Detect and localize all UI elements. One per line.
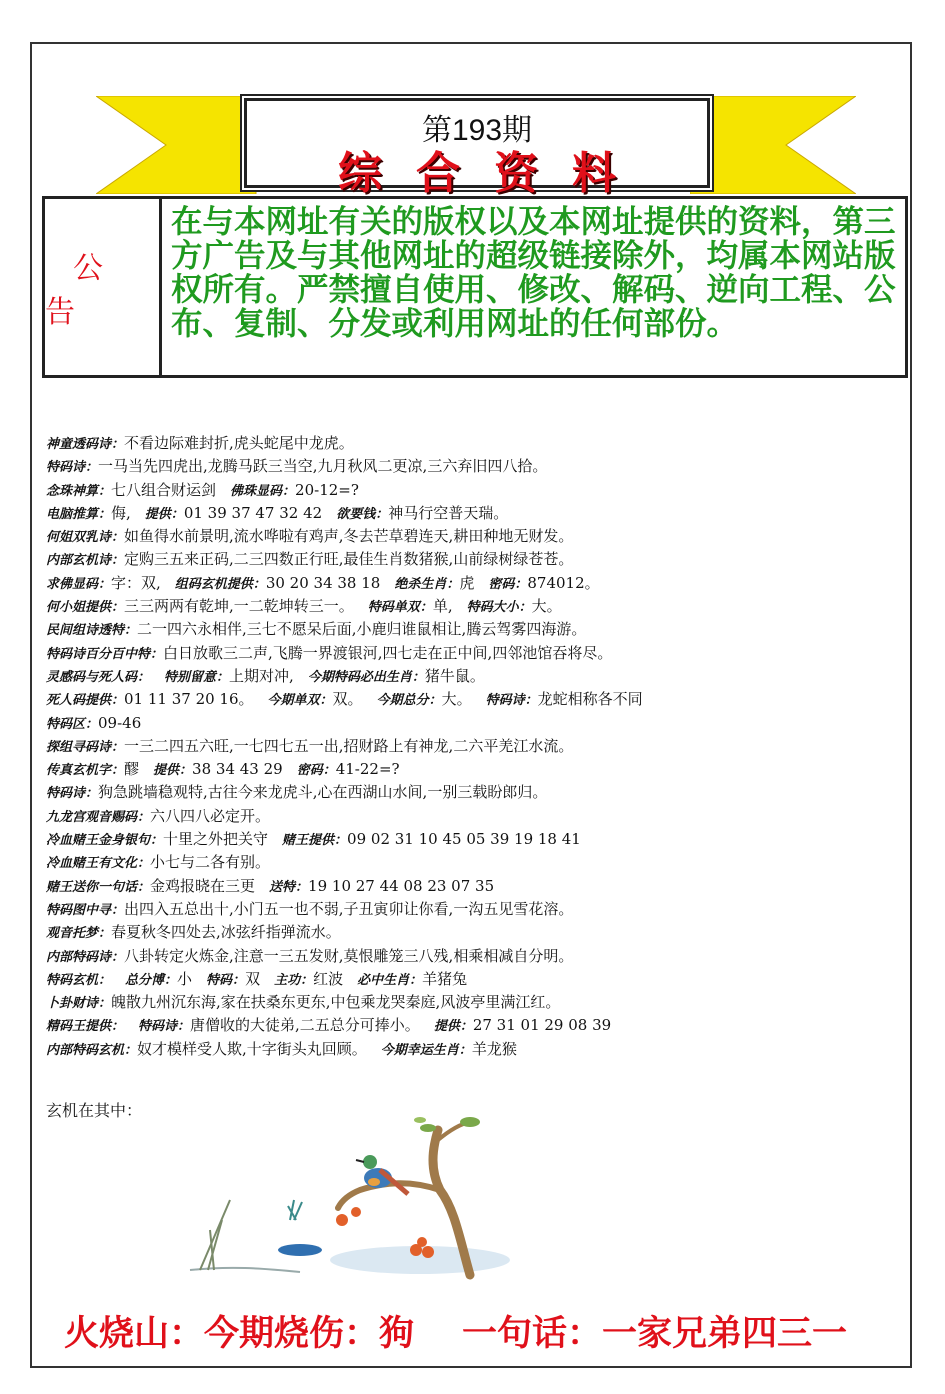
- tip-line: [46, 642, 906, 665]
- tip-key: 观音托梦：: [46, 926, 112, 942]
- tip-key: 探组寻码诗：: [46, 739, 125, 755]
- tip-key: 今期单双：: [267, 693, 333, 709]
- tip-value: 双: [245, 969, 261, 988]
- tip-key: 组码玄机提供：: [174, 576, 266, 592]
- notice-text: 在与本网址有关的版权以及本网址提供的资料，第三方广告及与其他网址的超级链接除外，均属本网站版权所有。严禁擅自使用、修改、解码、逆向工程、公布、复制、分发或利用网址的任何部份。: [171, 203, 896, 342]
- tip-key: 必中生肖：: [357, 972, 423, 988]
- tip-line: [46, 945, 906, 968]
- tip-value: 不看边际难封折,虎头蛇尾中龙虎。: [124, 434, 354, 452]
- tip-value: 27 31 01 29 08 39: [472, 1016, 612, 1035]
- tip-value: 38 34 43 29: [192, 760, 283, 779]
- tip-line: [46, 572, 906, 595]
- tip-key: 传真玄机字：: [46, 763, 125, 779]
- tip-key: 特码诗：: [46, 786, 99, 802]
- tip-line: [46, 828, 906, 851]
- title-box: [244, 98, 710, 199]
- tip-line: [46, 851, 906, 874]
- tip-key: 求佛显码：: [46, 576, 112, 592]
- tip-key: 特码诗：: [46, 460, 99, 476]
- tip-key: 特码单双：: [367, 600, 433, 616]
- tip-value: 魄散九州沉东海,家在扶桑东更东,中包乘龙哭秦庭,风波亭里满江红。: [111, 993, 561, 1012]
- tip-key: 提供：: [144, 506, 184, 522]
- tip-key: 冷血赌王有文化：: [46, 856, 151, 872]
- tip-value: 奴才模样受人欺,十字街头丸回顾。: [137, 1039, 367, 1058]
- tip-key: 卜卦财诗：: [46, 996, 112, 1012]
- tip-value: 六八四八必定开。: [150, 806, 271, 825]
- tip-value: 大。: [441, 690, 472, 709]
- tip-value: 二一四六永相伴,三七不愿呆后面,小鹿归谁鼠相让,腾云驾雾四海游。: [137, 620, 587, 639]
- tip-value: 09 02 31 10 45 05 39 19 18 41: [347, 830, 581, 849]
- tip-line: [46, 502, 906, 525]
- tip-value: 01 39 37 47 32 42: [183, 503, 323, 522]
- tip-key: 内部玄机诗：: [46, 553, 125, 569]
- tip-key: 提供：: [433, 1019, 473, 1035]
- tip-key: 送特：: [269, 879, 309, 895]
- tip-value: 金鸡报晓在三更: [150, 876, 256, 895]
- tip-key: 特码：: [206, 972, 246, 988]
- tip-line: [46, 665, 906, 688]
- tip-value: 三三两两有乾坤,一二乾坤转三一。: [124, 597, 354, 616]
- tip-value: 09-46: [98, 713, 142, 732]
- tip-value: 虎: [459, 573, 475, 592]
- tip-key: 内部特码玄机：: [46, 1042, 138, 1058]
- page-title: 综合资料: [338, 148, 650, 199]
- tip-value: 唐僧收的大徒弟,二五总分可捧小。: [190, 1016, 420, 1035]
- tip-value: 874012。: [527, 573, 600, 592]
- tip-value: 羊龙猴: [471, 1039, 517, 1058]
- tip-key: 特别留意：: [164, 669, 230, 685]
- tip-key: 何小姐提供：: [46, 600, 125, 616]
- tip-value: 出四入五总出十,小门五一也不弱,子丑寅卯让你看,一沟五见雪花溶。: [124, 899, 574, 918]
- tip-line: [46, 805, 906, 828]
- tip-line: [46, 1014, 906, 1037]
- left-ribbon-icon: [96, 96, 266, 194]
- tip-key: 九龙宫观音赐码：: [46, 809, 151, 825]
- tip-line: [46, 968, 906, 991]
- tip-key: 赌王提供：: [282, 833, 348, 849]
- notice-label-cell: [45, 199, 162, 375]
- bird-on-branch-illustration: [170, 1110, 510, 1292]
- tip-line: [46, 758, 906, 781]
- tip-line: [46, 875, 906, 898]
- tip-key: 特码诗：: [485, 693, 538, 709]
- tip-value: 羊猪兔: [422, 969, 468, 988]
- tip-key: 提供：: [153, 763, 193, 779]
- tip-value: 上期对冲,: [229, 666, 294, 685]
- tip-line: [46, 735, 906, 758]
- tip-value: 红波: [313, 969, 344, 988]
- tip-value: 神马行空普天瑞。: [388, 503, 509, 522]
- tip-value: 19 10 27 44 08 23 07 35: [308, 876, 495, 895]
- tip-value: 白日放歌三二声,飞腾一界渡银河,四七走在正中间,四邻池馆吞将尽。: [163, 643, 613, 662]
- tip-line: [46, 618, 906, 641]
- tip-line: [46, 898, 906, 921]
- right-ribbon-icon: [690, 96, 856, 194]
- tip-value: 小: [177, 969, 193, 988]
- tip-key: 何姐双乳诗：: [46, 530, 125, 546]
- tip-key: 内部特码诗：: [46, 949, 125, 965]
- tip-key: 灵感码与死人码：: [46, 669, 151, 685]
- tip-key: 电脑推算：: [46, 506, 112, 522]
- tip-value: 七八组合财运剑: [111, 480, 217, 499]
- tip-line: [46, 479, 906, 502]
- tip-key: 冷血赌王金身银句：: [46, 833, 164, 849]
- tip-value: 狗急跳墙稳观特,古往今来龙虎斗,心在西湖山水间,一别三载盼郎归。: [98, 783, 548, 802]
- tip-key: 精码王提供：: [46, 1019, 125, 1035]
- footer-right: 一句话：一家兄弟四三一: [462, 1313, 848, 1354]
- tip-value: 30 20 34 38 18: [265, 573, 381, 592]
- tip-key: 今期幸运生肖：: [380, 1042, 472, 1058]
- footer-banner: [64, 1306, 894, 1356]
- tip-key: 赌王送你一句话：: [46, 879, 151, 895]
- tip-key: 主功：: [274, 972, 314, 988]
- tip-value: 字：双,: [111, 573, 161, 592]
- tip-value: 侮,: [111, 503, 131, 522]
- tip-value: 41-22=?: [335, 760, 400, 779]
- tip-value: 双。: [332, 690, 363, 709]
- tip-line: [46, 688, 906, 711]
- tip-key: 欲要钱：: [336, 506, 389, 522]
- tip-key: 今期总分：: [376, 693, 442, 709]
- tip-value: 一马当先四虎出,龙腾马跃三当空,九月秋风二更凉,三六弃旧四八拾。: [98, 457, 548, 476]
- tip-line: [46, 548, 906, 571]
- footer-left: 火烧山：今期烧伤：狗: [64, 1313, 415, 1354]
- notice-box: [42, 196, 908, 378]
- tip-value: 单,: [432, 597, 453, 616]
- tip-value: 如鱼得水前景明,流水哗啦有鸡声,冬去芒草碧连天,耕田种地无财发。: [124, 527, 574, 546]
- tip-key: 神童透码诗：: [46, 437, 125, 452]
- tip-key: 密码：: [296, 763, 336, 779]
- tip-line: [46, 455, 906, 478]
- tip-key: 民间组诗透特：: [46, 623, 138, 639]
- tip-key: 特码诗百分百中特：: [46, 646, 164, 662]
- tip-value: 醪: [124, 760, 140, 779]
- tip-line: [46, 781, 906, 804]
- tip-value: 定购三五来正码,二三四数正行旺,最佳生肖数猪猴,山前绿树绿苍苍。: [124, 550, 574, 569]
- tip-line: [46, 921, 906, 944]
- tip-line: [46, 991, 906, 1014]
- tip-line: [46, 712, 906, 735]
- tip-key: 特码大小：: [466, 600, 532, 616]
- tip-line: [46, 525, 906, 548]
- tip-value: 小七与二各有别。: [150, 853, 271, 872]
- tip-line: [46, 1038, 906, 1061]
- tip-value: 大。: [531, 597, 562, 616]
- tip-value: 猪牛鼠。: [424, 666, 485, 685]
- tip-value: 十里之外把关守: [163, 830, 269, 849]
- tip-key: 特码图中寻：: [46, 902, 125, 918]
- tip-value: 20-12=?: [295, 480, 359, 499]
- tip-key: 今期特码必出生肖：: [307, 669, 425, 685]
- tips-list: [46, 432, 906, 1061]
- xuanji-label: 玄机在其中：: [46, 1101, 143, 1120]
- tip-value: 一三二四五六旺,一七四七五一出,招财路上有神龙,二六平羌江水流。: [124, 736, 574, 755]
- tip-value: 八卦转定火炼金,注意一三五发财,莫恨雕笼三八残,相乘相减自分明。: [124, 946, 574, 965]
- tip-value: 01 11 37 20 16。: [124, 690, 254, 709]
- tip-key: 特码区：: [46, 716, 99, 732]
- tip-key: 死人码提供：: [46, 693, 125, 709]
- tip-value: 龙蛇相称各不同: [537, 690, 643, 709]
- tip-key: 总分博：: [125, 972, 178, 988]
- period-label: 第193期: [421, 114, 533, 147]
- tip-key: 密码：: [488, 576, 528, 592]
- tip-key: 绝杀生肖：: [394, 576, 460, 592]
- tip-key: 念珠神算：: [46, 483, 112, 499]
- tip-line: [46, 595, 906, 618]
- tip-key: 佛珠显码：: [230, 483, 296, 499]
- tip-line: [46, 432, 906, 455]
- notice-label: 公告: [45, 251, 131, 330]
- tip-key: 特码诗：: [138, 1019, 191, 1035]
- tip-key: 特码玄机：: [46, 972, 112, 988]
- tip-value: 春夏秋冬四处去,冰弦纤指弹流水。: [111, 923, 341, 942]
